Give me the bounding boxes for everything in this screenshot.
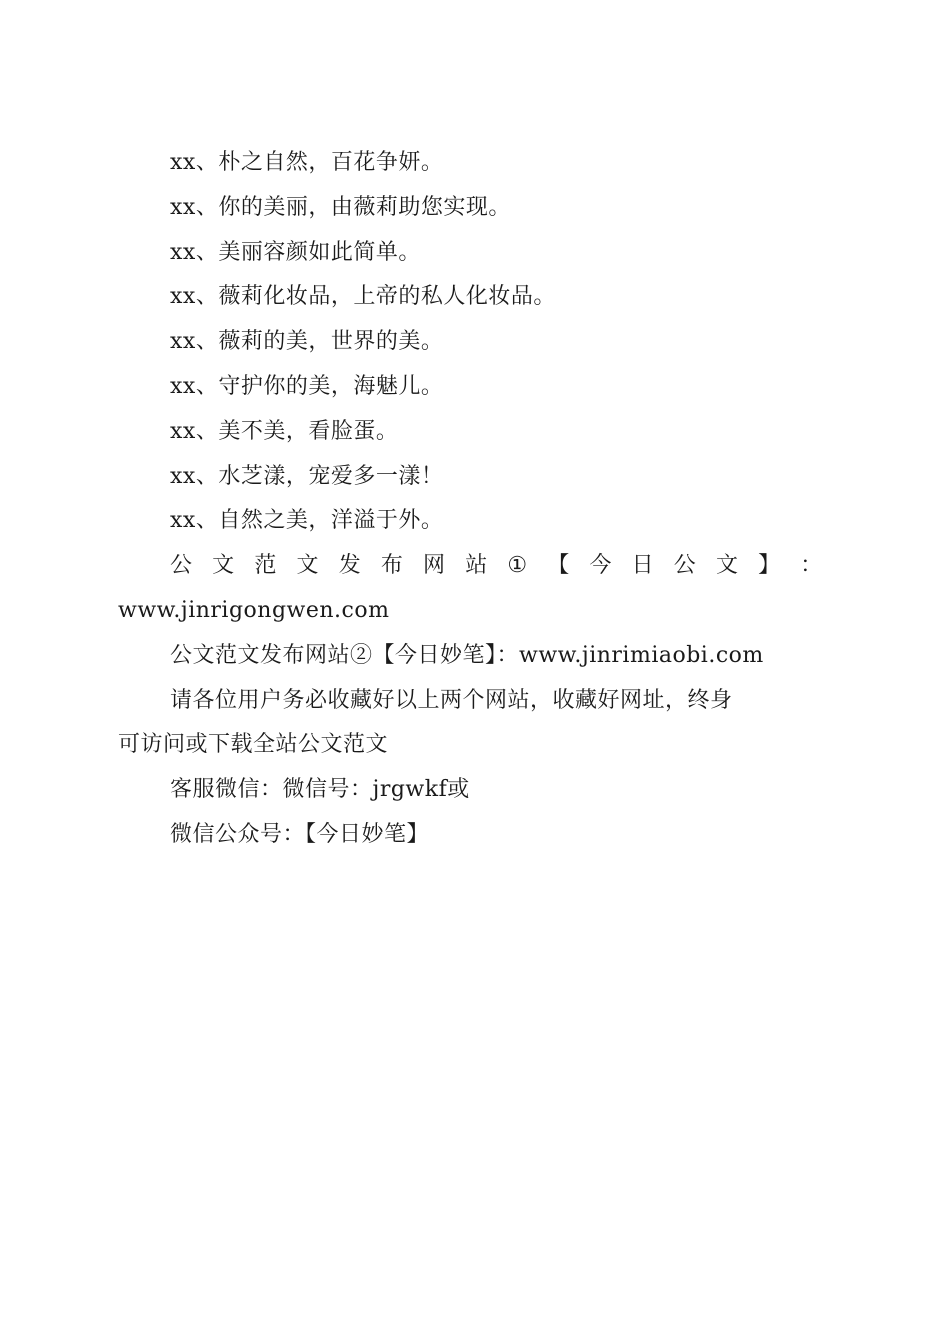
site1-char: 文	[212, 553, 235, 579]
site1-char: 布	[380, 553, 404, 579]
site1-char: 【	[547, 553, 570, 579]
slogan-line: xx、美丽容颜如此简单。	[170, 239, 421, 265]
slogan-line: xx、美不美，看脸蛋。	[170, 418, 399, 444]
site1-char: 发	[338, 553, 362, 579]
site1-char: 公	[170, 553, 193, 579]
site1-char: 】	[758, 553, 781, 579]
site1-char: 今	[589, 553, 612, 579]
site2-line: 公文范文发布网站②【今日妙笔】：www.jinrimiaobi.com	[170, 642, 764, 668]
site1-char: 日	[631, 553, 655, 579]
service-wechat: 客服微信：微信号：jrgwkf或	[170, 777, 470, 803]
site1-url: www.jinrigongwen.com	[118, 597, 390, 623]
site1-char: 文	[296, 553, 320, 579]
site1-char: ：	[800, 553, 823, 579]
site1-char: 公	[673, 553, 697, 579]
site1-char: ①	[507, 553, 528, 579]
document-body	[118, 141, 823, 858]
slogan-line: xx、薇莉的美，世界的美。	[170, 329, 444, 355]
slogan-line: xx、薇莉化妆品，上帝的私人化妆品。	[170, 284, 556, 310]
slogan-line: xx、守护你的美，海魅儿。	[170, 373, 444, 399]
site1-char: 网	[423, 553, 446, 579]
slogan-line: xx、朴之自然，百花争妍。	[170, 150, 444, 175]
official-account: 微信公众号：【今日妙笔】	[170, 821, 430, 847]
site1-char: 文	[715, 553, 739, 579]
slogan-line: xx、自然之美，洋溢于外。	[170, 508, 444, 534]
notice-line: 请各位用户务必收藏好以上两个网站，收藏好网址，终身	[170, 687, 733, 713]
notice-line-continued: 可访问或下载全站公文范文	[118, 732, 389, 758]
slogan-line: xx、水芝漾，宠爱多一漾！	[170, 463, 444, 489]
site1-heading	[118, 544, 823, 589]
site1-char: 范	[254, 553, 277, 579]
site1-char: 站	[465, 553, 488, 579]
slogan-line: xx、你的美丽，由薇莉助您实现。	[170, 194, 511, 220]
